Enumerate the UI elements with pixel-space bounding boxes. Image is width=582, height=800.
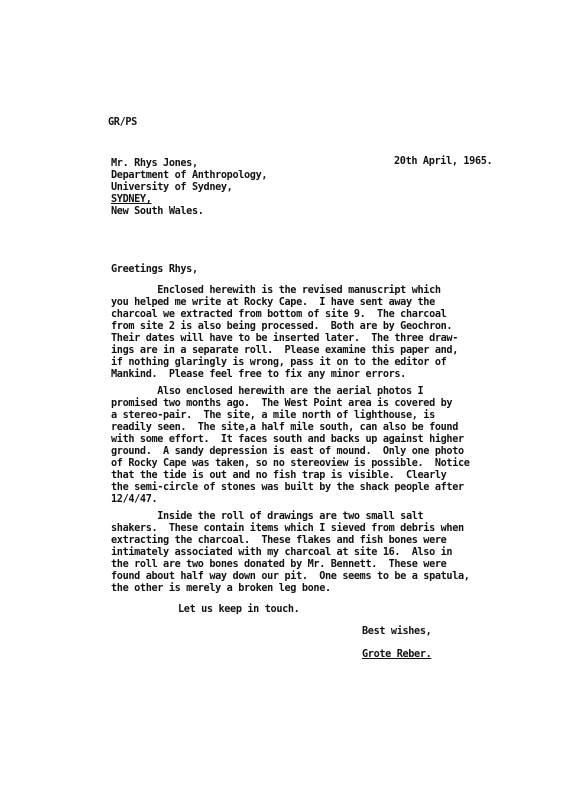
paragraph-line: shakers. These contain items which I sieved from debris when [111, 523, 464, 534]
paragraph-line: Their dates will have to be inserted later. The three draw- [111, 333, 459, 344]
paragraph-line: intimately associated with my charcoal at site 16. Also in [111, 547, 453, 558]
paragraph-line: charcoal we extracted from bottom of site 9. The charcoal [111, 309, 447, 320]
paragraph-line: the roll are two bones donated by Mr. Bennett. These were [111, 559, 447, 570]
paragraph-line: with some effort. It faces south and backs up against higher [111, 434, 464, 445]
paragraph-line: Mankind. Please feel free to fix any minor errors. [111, 369, 406, 380]
paragraph-manuscript [111, 285, 541, 381]
paragraph-line: the other is merely a broken leg bone. [111, 583, 331, 594]
paragraph-line: 12/4/47. [111, 494, 158, 505]
salutation: Greetings Rhys, [111, 264, 198, 275]
paragraph-line: you helped me write at Rocky Cape. I have sent away the [111, 297, 435, 308]
paragraph-salt-shakers [111, 511, 541, 595]
signature-name: Grote Reber. [362, 649, 432, 660]
paragraph-line: of Rocky Cape was taken, so no stereoview is possible. Notice [111, 458, 470, 469]
paragraph-line: Enclosed herewith is the revised manuscript which [111, 285, 441, 296]
letter-date: 20th April, 1965. [394, 156, 493, 167]
recipient-line-department: Department of Anthropology, [111, 170, 268, 181]
reference-code: GR/PS [108, 117, 137, 128]
paragraph-line: a stereo-pair. The site, a mile north of lighthouse, is [111, 410, 435, 421]
paragraph-line: if nothing glaringly is wrong, pass it on to the editor of [111, 357, 447, 368]
paragraph-line: that the tide is out and no fish trap is visible. Clearly [111, 470, 447, 481]
recipient-line-university: University of Sydney, [111, 182, 233, 193]
paragraph-aerial-photos [111, 386, 541, 506]
valediction: Best wishes, [362, 626, 432, 637]
recipient-line-city: SYDNEY, [111, 194, 152, 205]
recipient-address [111, 158, 267, 218]
paragraph-line: readily seen. The site,a half mile south, can also be found [111, 422, 459, 433]
closing-line: Let us keep in touch. [178, 604, 300, 615]
paragraph-line: the semi-circle of stones was built by the shack people after [111, 482, 464, 493]
paragraph-line: Inside the roll of drawings are two small salt [111, 511, 424, 522]
paragraph-line: from site 2 is also being processed. Both are by Geochron. [111, 321, 453, 332]
recipient-line-name: Mr. Rhys Jones, [111, 158, 198, 169]
paragraph-line: Also enclosed herewith are the aerial photos I [111, 386, 424, 397]
paragraph-line: ings are in a separate roll. Please examine this paper and, [111, 345, 459, 356]
paragraph-line: extracting the charcoal. These flakes and fish bones were [111, 535, 447, 546]
paragraph-line: found about half way down our pit. One seems to be a spatula, [111, 571, 470, 582]
paragraph-line: promised two months ago. The West Point area is covered by [111, 398, 453, 409]
recipient-line-state: New South Wales. [111, 206, 204, 217]
paragraph-line: ground. A sandy depression is east of mound. Only one photo [111, 446, 464, 457]
